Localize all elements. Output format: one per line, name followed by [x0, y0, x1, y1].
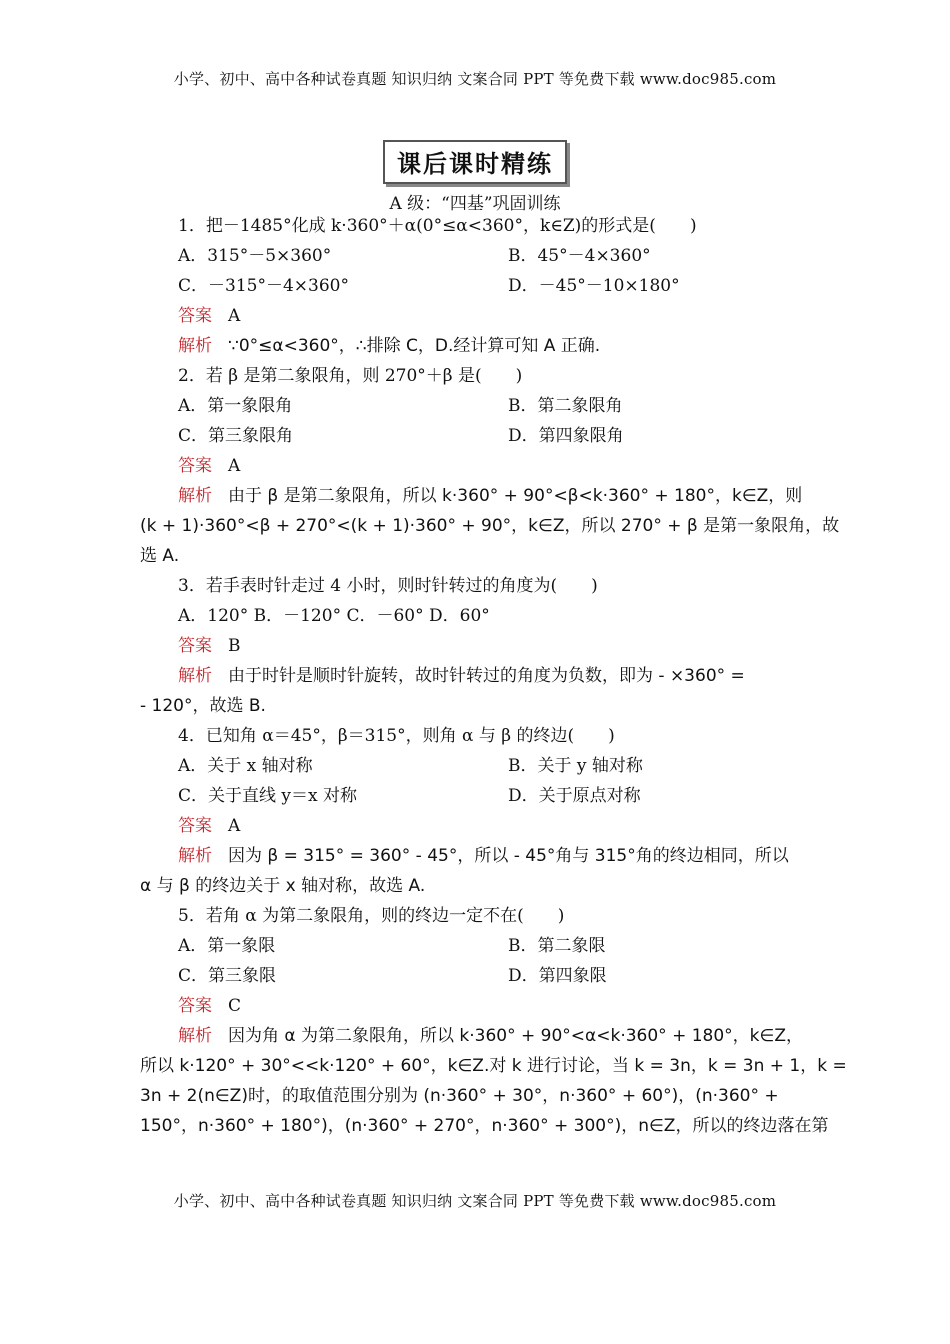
exercise-content — [140, 211, 847, 1141]
q5-analysis-line4: 150°，n·360° + 180°)，(n·360° + 270°，n·360° + 300°)，n∈Z，所以的终边落在第 — [140, 1116, 829, 1136]
q4-answer — [140, 811, 820, 841]
q1-analysis-text: ∵0°≤α<360°，∴排除 C，D.经计算可知 A 正确. — [228, 336, 601, 356]
q5-option-d: D．第四象限 — [508, 966, 607, 986]
q4-answer-value: A — [228, 816, 241, 836]
q4-options-row1 — [140, 751, 820, 781]
q2-stem: 2．若 β 是第二象限角，则 270°＋β 是( ) — [178, 366, 523, 386]
q3-analysis-line1 — [140, 661, 820, 691]
q4-analysis-line2: α 与 β 的终边关于 x 轴对称，故选 A. — [140, 876, 426, 896]
q5-option-c: C．第三象限 — [178, 966, 277, 986]
q1-options-row1 — [140, 241, 820, 271]
q2-analysis-text1: 由于 β 是第二象限角，所以 k·360° + 90°<β<k·360° + 180°，k∈Z，则 — [228, 486, 803, 506]
q4-option-d: D．关于原点对称 — [508, 786, 641, 806]
q5-analysis-line1 — [140, 1021, 820, 1051]
q4-stem: 4．已知角 α＝45°，β＝315°，则角 α 与 β 的终边( ) — [178, 726, 615, 746]
q1-analysis — [140, 331, 820, 361]
q5-analysis-line3: 3n + 2(n∈Z)时，的取值范围分别为 (n·360° + 30°，n·360° + 60°)，(n·360° + — [140, 1086, 779, 1106]
analysis-label: 解析 — [178, 846, 212, 866]
q4-analysis-text1: 因为 β = 315° = 360° - 45°，所以 - 45°角与 315°角的终边相同，所以 — [228, 846, 789, 866]
q1-stem: 1．把－1485°化成 k·360°＋α(0°≤α<360°，k∈Z)的形式是( ) — [178, 216, 697, 236]
q5-options-row2 — [140, 961, 820, 991]
q4-options-row2 — [140, 781, 820, 811]
q5-answer-value: C — [228, 996, 242, 1016]
section-title-wrap — [0, 140, 950, 184]
page-header: 小学、初中、高中各种试卷真题 知识归纳 文案合同 PPT 等免费下载 www.doc985.com — [173, 70, 777, 88]
q5-option-b: B．第二象限 — [508, 936, 606, 956]
q1-answer-value: A — [228, 306, 241, 326]
q1-option-b: B．45°－4×360° — [508, 246, 651, 266]
q3-answer — [140, 631, 820, 661]
q3-analysis-text1: 由于时针是顺时针旋转，故时针转过的角度为负数，即为 - ×360° = — [228, 666, 745, 686]
q2-option-d: D．第四象限角 — [508, 426, 624, 446]
q1-option-a: A．315°－5×360° — [178, 246, 332, 266]
q5-option-a: A．第一象限 — [178, 936, 276, 956]
analysis-label: 解析 — [178, 666, 212, 686]
q5-answer — [140, 991, 820, 1021]
q2-option-a: A．第一象限角 — [178, 396, 293, 416]
q3-answer-value: B — [228, 636, 241, 656]
q1-option-d: D．－45°－10×180° — [508, 276, 680, 296]
section-title: 课后课时精练 — [383, 140, 567, 184]
q4-option-b: B．关于 y 轴对称 — [508, 756, 643, 776]
answer-label: 答案 — [178, 456, 212, 476]
answer-label: 答案 — [178, 996, 212, 1016]
q5-analysis-line2: 所以 k·120° + 30°<<k·120° + 60°，k∈Z.对 k 进行讨论，当 k = 3n，k = 3n + 1，k = — [140, 1056, 847, 1076]
q2-option-b: B．第二象限角 — [508, 396, 623, 416]
q2-analysis-line2: (k + 1)·360°<β + 270°<(k + 1)·360° + 90°，k∈Z，所以 270° + β 是第一象限角，故 — [140, 516, 840, 536]
level-subtitle: A 级：“四基”巩固训练 — [389, 194, 561, 214]
q5-analysis-text1: 因为角 α 为第二象限角，所以 k·360° + 90°<α<k·360° + 180°，k∈Z， — [228, 1026, 803, 1046]
q2-analysis-line1 — [140, 481, 820, 511]
analysis-label: 解析 — [178, 486, 212, 506]
q4-analysis-line1 — [140, 841, 820, 871]
q3-stem: 3．若手表时针走过 4 小时，则时针转过的角度为( ) — [178, 576, 598, 596]
q5-options-row1 — [140, 931, 820, 961]
q2-options-row1 — [140, 391, 820, 421]
answer-label: 答案 — [178, 636, 212, 656]
q2-options-row2 — [140, 421, 820, 451]
q1-option-c: C．－315°－4×360° — [178, 276, 349, 296]
q5-stem: 5．若角 α 为第二象限角，则的终边一定不在( ) — [178, 906, 565, 926]
q2-option-c: C．第三象限角 — [178, 426, 294, 446]
q4-option-c: C．关于直线 y＝x 对称 — [178, 786, 358, 806]
q1-answer — [140, 301, 820, 331]
q1-options-row2 — [140, 271, 820, 301]
answer-label: 答案 — [178, 306, 212, 326]
analysis-label: 解析 — [178, 1026, 212, 1046]
q4-option-a: A．关于 x 轴对称 — [178, 756, 313, 776]
q3-options: A．120° B．－120° C．－60° D．60° — [178, 606, 490, 626]
q2-analysis-line3: 选 A. — [140, 546, 180, 566]
answer-label: 答案 — [178, 816, 212, 836]
page-footer: 小学、初中、高中各种试卷真题 知识归纳 文案合同 PPT 等免费下载 www.doc985.com — [173, 1192, 777, 1210]
q2-answer — [140, 451, 820, 481]
analysis-label: 解析 — [178, 336, 212, 356]
q2-answer-value: A — [228, 456, 241, 476]
q3-analysis-line2: - 120°，故选 B. — [140, 696, 266, 716]
